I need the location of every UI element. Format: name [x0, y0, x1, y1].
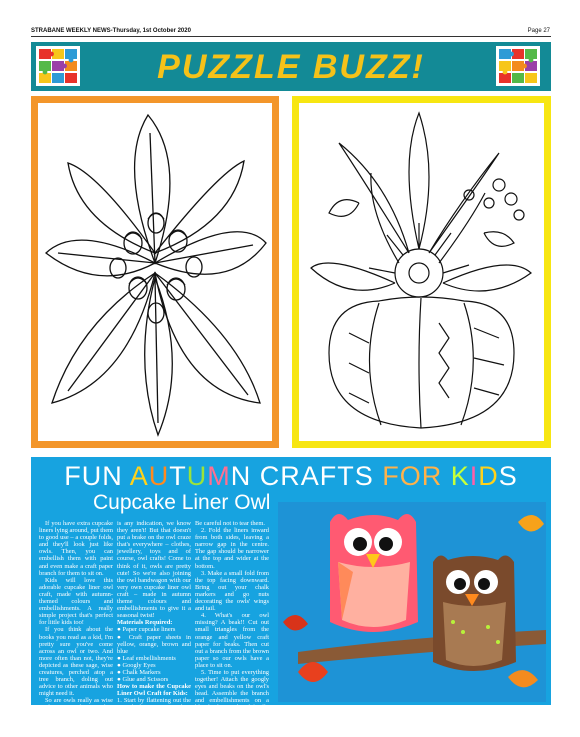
colouring-picture-oak-leaves: [31, 96, 279, 448]
title-autumn-letter: N: [230, 461, 252, 491]
title-kids-letter: K: [450, 461, 470, 491]
article-column-3: [195, 520, 269, 726]
banner-title: PUZZLE BUZZ!: [157, 48, 425, 86]
step: 3. Make a small fold from the top facing downward. Bring out your chalk markers and go nuts decorating the owls' wings and tail.: [195, 569, 269, 613]
title-for: FOR: [382, 461, 451, 491]
article-column-2: [117, 520, 191, 712]
title-autumn-letter: M: [207, 461, 231, 491]
puzzle-pieces-icon: [36, 46, 80, 86]
paragraph: So are owls really as wise as they are made out to be? Well, if the owl in Winnie the Pooh: [39, 697, 113, 726]
title-autumn-letter: T: [169, 461, 187, 491]
paragraph: If you think about the books you read as a kid, I'm pretty sure you've come across an owl or two. And more often than not, they're depicted as these sage, wise creatures, perched atop a tree branch, doling out advice to other animals who might need it.: [39, 626, 113, 698]
title-kids-letter: I: [469, 461, 479, 491]
page-number: Page 27: [527, 28, 550, 34]
step: 4. What's our owl missing? A beak!! Cut out small triangles from the orange and yellow craft paper for beaks. Then cut out a branch from the brown paper so our owls have a place to sit on.: [195, 612, 269, 669]
autumn-crafts-section: [31, 457, 551, 726]
step: 1. Start by flattening out the cupcake liners to get circles.: [117, 697, 191, 712]
title-autumn-letter: U: [186, 461, 208, 491]
title-autumn: [130, 461, 252, 491]
pumpkin-bouquet-drawing: [299, 103, 544, 441]
title-kids-letter: D: [478, 461, 499, 491]
step: 2. Fold the liners inward from both sides, leaving a narrow gap in the centre. The gap should be narrower at the top and wider at the bottom.: [195, 527, 269, 570]
article-column-1: [39, 520, 113, 726]
title-fun: FUN: [64, 461, 130, 491]
materials-item: ● Craft paper sheets in yellow, orange, brown and blue: [117, 633, 191, 655]
materials-item: ● Googly Eyes: [117, 661, 156, 669]
masthead: STRABANE WEEKLY NEWS-Thursday, 1st October 2020: [31, 28, 191, 34]
materials-item: ● Paper cupcake liners: [117, 626, 176, 634]
oak-leaves-acorns-drawing: [38, 103, 272, 441]
colouring-picture-pumpkin-bouquet: [292, 96, 551, 448]
crafts-title: [31, 461, 551, 492]
title-autumn-letter: A: [129, 461, 149, 491]
howto-heading: How to make the Cupcake Liner Owl Craft for Kids:: [117, 683, 191, 698]
puzzle-buzz-banner: [31, 42, 551, 91]
paragraph: is any indication, we know they aren't! But that doesn't put a brake on the owl craze that's everywhere – clothes, jewellery, toys and of course, owl crafts! Come to think of it, owls are pretty cute! So we're also joining the owl bandwagon with our very own cupcake liner owl craft – made in autumn theme colours and embellishments to give it a seasonal twist!: [117, 520, 191, 620]
paragraph: Be careful not to tear them.: [195, 520, 265, 527]
materials-item: ● Glue and Scissors: [117, 676, 169, 684]
title-kids-letter: S: [498, 461, 518, 491]
crafts-subtitle: Cupcake Liner Owl: [93, 491, 271, 514]
paragraph: Kids will love this adorable cupcake liner owl craft, made with autumn-themed colours and embellishments. A really simple project that's perfect for little kids too!: [39, 576, 113, 627]
materials-item: ● Chalk Markers: [117, 668, 161, 676]
title-autumn-letter: U: [148, 461, 170, 491]
paragraph: If you have extra cupcake liners lying around, put them to good use – a couple folds, and they'll look just like owls. Then, you can embellish them with paint and even make a craft paper branch for them to sit on.: [39, 520, 114, 577]
title-crafts: CRAFTS: [251, 461, 383, 491]
owl-craft-photo: [278, 502, 546, 702]
materials-item: ● Leaf embellishments: [117, 654, 176, 662]
step: 5. Time to put everything together! Attach the googly eyes and beaks on the owl's head. Assemble the branch and embellishments on a blue background and finally fix our owls on the branch. All set!: [195, 668, 269, 726]
materials-heading: Materials Required:: [117, 619, 173, 627]
puzzle-pieces-icon: [496, 46, 540, 86]
title-kids: [451, 461, 518, 491]
header-rule: [31, 36, 551, 37]
